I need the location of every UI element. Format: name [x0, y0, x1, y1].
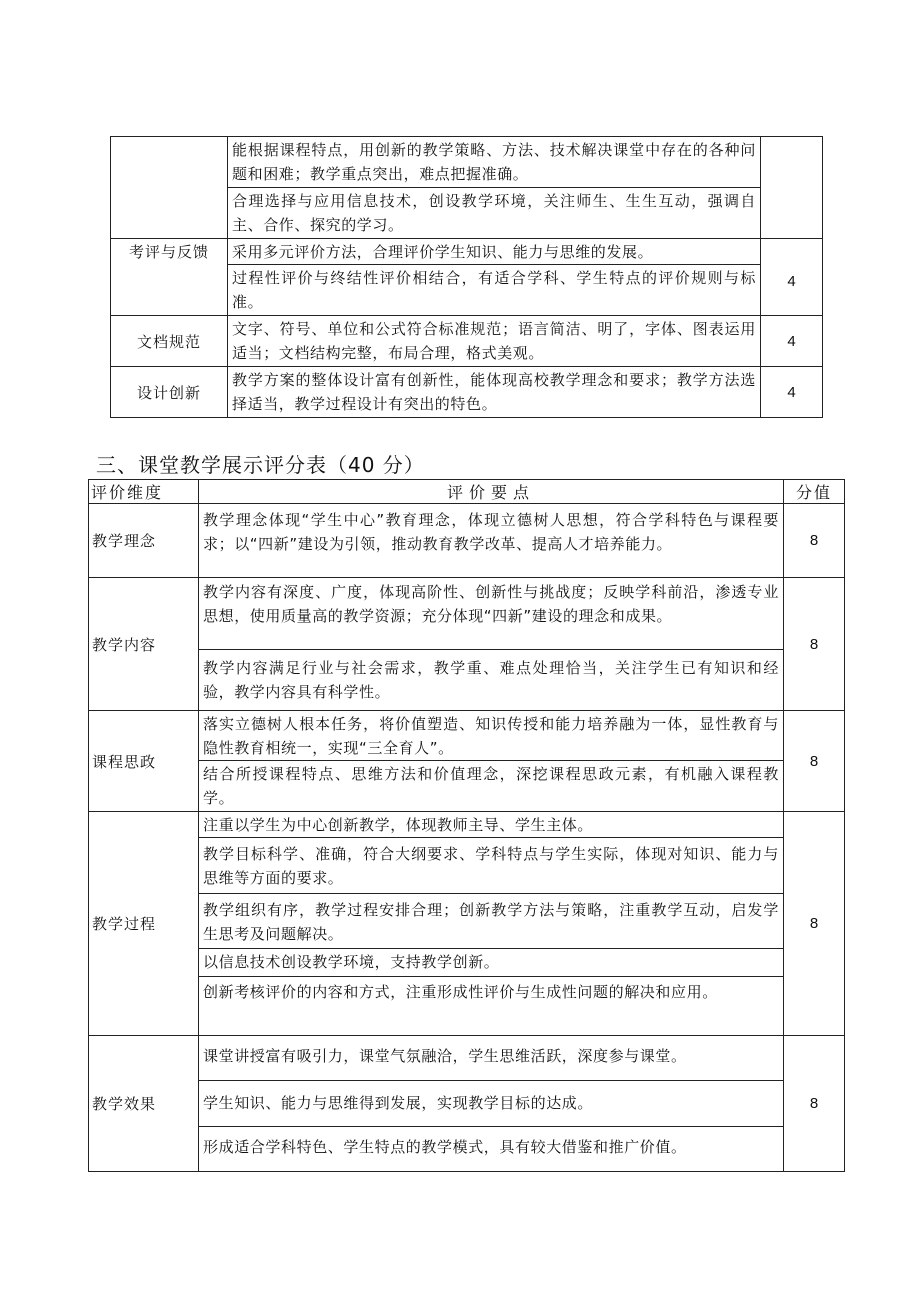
points-cell [199, 1036, 784, 1172]
points-cell [228, 137, 761, 239]
section-title: 三、课堂教学展示评分表（40 分） [96, 453, 425, 477]
dimension-cell: 教学过程 [89, 812, 199, 1036]
dimension-cell: 文档规范 [111, 316, 228, 367]
points-cell [199, 578, 784, 711]
points-cell [199, 812, 784, 1036]
criterion-text: 注重以学生为中心创新教学，体现教师主导、学生主体。 [199, 812, 783, 838]
classroom-teaching-score-table [88, 479, 845, 1172]
points-cell [199, 711, 784, 812]
criterion-text: 教学内容有深度、广度，体现高阶性、创新性与挑战度；反映学科前沿，渗透专业思想，使用质量高的教学资源；充分体现“四新”建设的理念和成果。 [199, 578, 783, 650]
criterion-text: 教学目标科学、准确，符合大纲要求、学科特点与学生实际，体现对知识、能力与思维等方面的要求。 [199, 838, 783, 894]
dimension-cell: 教学内容 [89, 578, 199, 711]
criterion-text: 合理选择与应用信息技术，创设教学环境，关注师生、生生互动，强调自主、合作、探究的学习。 [232, 192, 756, 234]
criterion-text: 采用多元评价方法，合理评价学生知识、能力与思维的发展。 [228, 239, 760, 265]
score-cell: 8 [784, 711, 845, 812]
header-points: 评价要点 [199, 480, 784, 504]
criterion-text: 过程性评价与终结性评价相结合，有适合学科、学生特点的评价规则与标准。 [232, 269, 756, 311]
points-cell [228, 239, 761, 316]
points-cell [228, 367, 761, 418]
criterion-text: 创新考核评价的内容和方式，注重形成性评价与生成性问题的解决和应用。 [203, 983, 718, 1001]
table-row [111, 137, 823, 239]
header-score: 分值 [784, 480, 845, 504]
criterion-text: 落实立德树人根本任务，将价值塑造、知识传授和能力培养融为一体，显性教育与隐性教育相统一，实现“三全育人”。 [199, 711, 783, 761]
criterion-text: 课堂讲授富有吸引力，课堂气氛融洽，学生思维活跃，深度参与课堂。 [199, 1036, 783, 1081]
table-header-row [89, 480, 845, 504]
table-row [111, 239, 823, 316]
criterion-text: 文字、符号、单位和公式符合标准规范；语言简洁、明了，字体、图表运用适当；文档结构完整，布局合理，格式美观。 [232, 320, 756, 362]
criterion-text: 教学方案的整体设计富有创新性，能体现高校教学理念和要求；教学方法选择适当，教学过程设计有突出的特色。 [232, 371, 756, 413]
table-row [111, 316, 823, 367]
score-cell: 4 [761, 367, 823, 418]
table-row [89, 812, 845, 1036]
criterion-text: 教学理念体现“学生中心”教育理念，体现立德树人思想，符合学科特色与课程要求；以“四新”建设为引领，推动教育教学改革、提高人才培养能力。 [203, 511, 779, 553]
dimension-cell: 教学效果 [89, 1036, 199, 1172]
design-evaluation-table [110, 136, 823, 418]
criterion-text: 教学内容满足行业与社会需求，教学重、难点处理恰当，关注学生已有知识和经验，教学内容具有科学性。 [203, 659, 779, 701]
table-row [89, 578, 845, 711]
score-cell: 4 [761, 316, 823, 367]
criterion-text: 结合所授课程特点、思维方法和价值理念，深挖课程思政元素，有机融入课程教学。 [203, 765, 779, 807]
points-cell [199, 504, 784, 578]
score-cell: 8 [784, 504, 845, 578]
header-dimension: 评价维度 [89, 480, 199, 504]
criterion-text: 以信息技术创设教学环境，支持教学创新。 [199, 949, 783, 977]
points-cell [228, 316, 761, 367]
table-row [89, 504, 845, 578]
dimension-cell: 课程思政 [89, 711, 199, 812]
table-row [89, 711, 845, 812]
criterion-text: 教学组织有序，教学过程安排合理；创新教学方法与策略，注重教学互动，启发学生思考及问题解决。 [199, 894, 783, 949]
criterion-text: 形成适合学科特色、学生特点的教学模式，具有较大借鉴和推广价值。 [203, 1138, 687, 1156]
criterion-text: 能根据课程特点，用创新的教学策略、方法、技术解决课堂中存在的各种问题和困难；教学重点突出，难点把握准确。 [228, 137, 760, 188]
criterion-text: 学生知识、能力与思维得到发展，实现教学目标的达成。 [199, 1081, 783, 1127]
score-cell: 4 [761, 239, 823, 316]
table-row [111, 367, 823, 418]
score-cell: 8 [784, 812, 845, 1036]
score-cell: 8 [784, 578, 845, 711]
score-cell [761, 137, 823, 239]
score-cell: 8 [784, 1036, 845, 1172]
dimension-cell [111, 137, 228, 239]
dimension-cell: 设计创新 [111, 367, 228, 418]
dimension-cell: 考评与反馈 [111, 239, 228, 316]
dimension-cell: 教学理念 [89, 504, 199, 578]
table-row [89, 1036, 845, 1172]
